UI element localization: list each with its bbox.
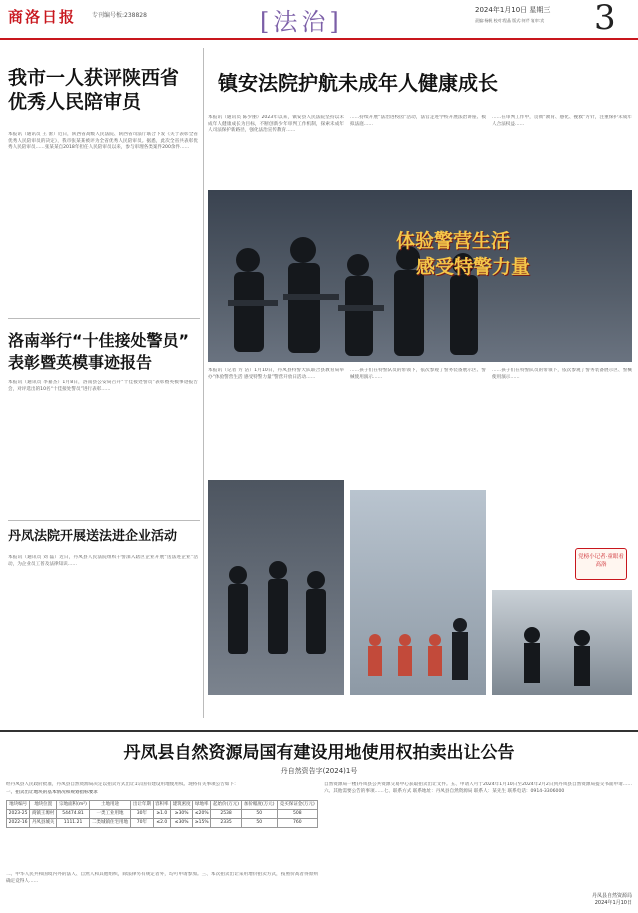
kid-reporter-badge: 党榜小记者·童眼看高洛: [575, 548, 627, 580]
table-header-cell: 地块位置: [30, 801, 57, 810]
table-cell: 一类工业用地: [89, 810, 130, 819]
table-cell: 30年: [131, 810, 153, 819]
table-cell: 2538: [211, 810, 242, 819]
announcement-rule: [0, 730, 638, 732]
table-header-cell: 起始价(万元): [211, 801, 242, 810]
after-photo-body-2: ……孩子们在特警队员的带领下，依次参观了警务装备展示区、警械使用演示……: [492, 368, 632, 380]
photo-banner: [396, 228, 626, 280]
main-body-col3: ……在审判工作中，贯彻“教育、感化、挽救”方针，注重保护未成年人合法权益……: [492, 115, 632, 127]
table-header-cell: 建筑密度: [171, 801, 193, 810]
announcement-signature: [540, 893, 632, 907]
story1-title-line2: 优秀人民陪审员: [8, 91, 142, 113]
table-header-cell: 宗地面积(m²): [57, 801, 90, 810]
issue-info: 专刊编号板:238828: [92, 12, 147, 19]
newspaper-logo: 商洛日报: [8, 8, 77, 26]
photo-caption: 本报讯（记者 方 洁）1月10日，丹凤县特警大队联合县教育局举办“体验警营生活 感受特警力量”警营开放日活动……: [208, 368, 344, 380]
table-cell: ≥30%: [171, 810, 193, 819]
table-row: [7, 810, 318, 819]
photo-banner-line1: 体验警营生活: [396, 230, 511, 252]
story2-title: [8, 330, 200, 374]
table-header-cell: 出让年期: [131, 801, 153, 810]
table-header-cell: 地块编号: [7, 801, 30, 810]
table-cell: ≤2.0: [153, 819, 171, 828]
story3-body: 本报讯（通讯员 刘 磊）近日，丹凤县人民法院组织干警深入辖区企业开展“送法进企业”活动，为企业员工普及法律知识……: [8, 555, 198, 567]
table-header-cell: 竞买保证金(万元): [277, 801, 317, 810]
section-title: [法治]: [260, 8, 343, 36]
table-cell: 丹凤县城关: [30, 819, 57, 828]
announcement-intro: 经丹凤县人民政府批准，丹凤县自然资源局决定以拍卖方式出让1宗国有建设用地使用权。现将有关事项公告如下：: [6, 782, 239, 787]
editor-line: 责编:杨帆 校对:程晶 版式:何芹 复审:宾: [475, 18, 545, 23]
main-headline: 镇安法院护航未成年人健康成长: [218, 71, 498, 95]
swat-team-photo: [208, 190, 632, 362]
divider: [8, 520, 200, 521]
land-parcel-table: [6, 800, 318, 828]
announcement-subtitle: 丹自然资告字(2024)1号: [280, 767, 358, 775]
table-cell: 2022-16: [7, 819, 30, 828]
table-row: [7, 819, 318, 828]
table-cell: 760: [277, 819, 317, 828]
table-body: [7, 810, 318, 828]
table-header-cell: 容积率: [153, 801, 171, 810]
story1-body: 本报讯（通讯员 王 蕾）近日，陕西省高级人民法院、陕西省司法厅联合下发《关于表彰全省优秀人民陪审员的决定》，我市张某某被评为全省优秀人民陪审员。据悉，此次全省共表彰优秀人民陪审员……张某某自2018年担任人民陪审员以来，参与审理各类案件200余件……: [8, 132, 198, 151]
main-body-col2: ……持续开展“法治进校园”活动，法官走进学校开展法治讲座、模拟法庭……: [350, 115, 486, 127]
announcement-notes-right: 自然资源局一楼)丹凤县公共资源交易中心获取拍卖出让文件。五、申请人可于2024年1月10日至2024年2月2日到丹凤县自然资源局提交书面申请……六、其他需要公告的事项……七、联系方式 联系地址：丹凤县自然资源局 联系人：某先生 联系电话：0914-3306000: [324, 782, 632, 794]
table-header-row: [7, 801, 318, 810]
main-body-col1: 本报讯（通讯员 陈少丽）2023年以来，镇安县人民法院坚持以未成年人健康成长为目标，不断创新少年审判工作机制，探索未成年人司法保护新路径，强化法治宣传教育……: [208, 115, 344, 134]
story3-title: 丹凤法院开展送法进企业活动: [8, 529, 178, 544]
swat-demo-photo-left: [208, 480, 344, 695]
table-cell: 54474.81: [57, 810, 90, 819]
table-header-cell: 加价幅度(万元): [241, 801, 277, 810]
announcement-title: 丹凤县自然资源局国有建设用地使用权拍卖出让公告: [123, 743, 515, 763]
story2-body: 本报讯（通讯员 李嘉杰）1月8日，洛南县公安局召开“十佳接处警员”表彰暨英模事迹报告会，对评选出的10名“十佳接处警员”进行表彰……: [8, 380, 198, 392]
table-cell: 50: [241, 810, 277, 819]
table-cell: 508: [277, 810, 317, 819]
table-cell: ≤20%: [193, 810, 211, 819]
students-illustration: [350, 490, 486, 695]
table-header-cell: 土地用途: [89, 801, 130, 810]
table-cell: 商镇王塬村: [30, 810, 57, 819]
divider: [8, 318, 200, 319]
officer-figures-illustration: [208, 480, 344, 695]
column-rule: [203, 48, 204, 718]
table-cell: 二类城镇住宅用地: [89, 819, 130, 828]
table-cell: ≥1.0: [153, 810, 171, 819]
table-cell: 1111.21: [57, 819, 90, 828]
table-cell: 2335: [211, 819, 242, 828]
page-number: 3: [594, 0, 616, 38]
masthead: [0, 0, 638, 40]
table-cell: ≤30%: [171, 819, 193, 828]
officer-demo-illustration: [492, 590, 632, 695]
signature-date: 2024年1月10日: [594, 900, 632, 906]
table-cell: 50: [241, 819, 277, 828]
story2-title-line2: 表彰暨英模事迹报告: [8, 353, 153, 372]
announcement-section1: 一、拍卖出让地块的基本情况和规划指标要求: [6, 790, 98, 795]
students-photo: [350, 490, 486, 695]
announcement-notes-left: 二、中华人民共和国境内外的法人、自然人和其他组织，除法律另有规定者外，均可申请参加。三、本次拍卖出让采用增价拍卖方式，按照价高者得原则确定竞得人……: [6, 872, 318, 884]
story1-title-line1: 我市一人获评陕西省: [8, 67, 180, 89]
table-cell: ≥15%: [193, 819, 211, 828]
story2-title-line1: 洛南举行“十佳接处警员”: [8, 331, 190, 350]
table-cell: 70年: [131, 819, 153, 828]
swat-demo-photo-right: [492, 590, 632, 695]
photo-banner-line2: 感受特警力量: [416, 256, 531, 278]
date-line: 2024年1月10日 星期三: [475, 6, 551, 14]
after-photo-body: ……孩子们在特警队员的带领下，依次参观了警务装备展示区、警械使用演示……: [350, 368, 486, 380]
table-cell: 2023-25: [7, 810, 30, 819]
table-header-cell: 绿地率: [193, 801, 211, 810]
story1-title: [8, 66, 198, 114]
signature-org: 丹凤县自然资源局: [591, 893, 632, 899]
